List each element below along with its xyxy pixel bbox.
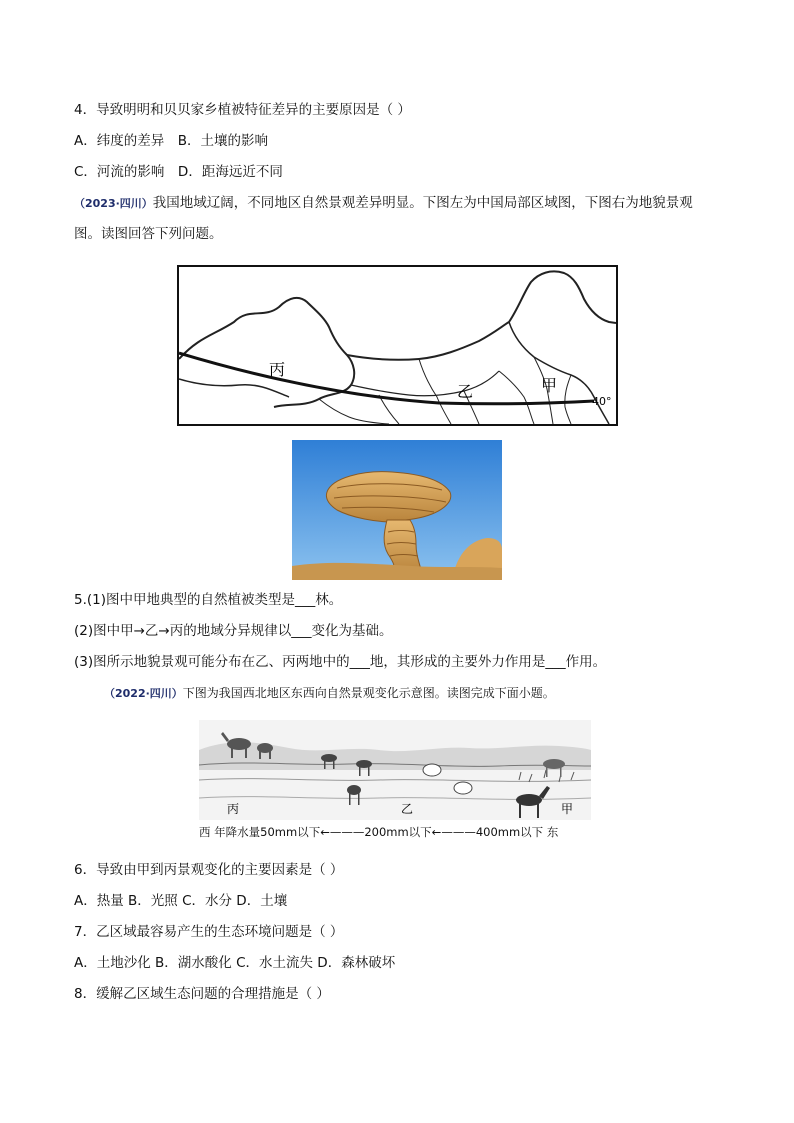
passage-2-line bbox=[104, 684, 555, 703]
sketch-caption: 西 年降水量50mm以下←———200mm以下←———400mm以下 东 bbox=[199, 825, 559, 839]
question-5-part-3: (3)图所示地貌景观可能分布在乙、丙两地中的___地，其形成的主要外力作用是___作用。 bbox=[74, 654, 607, 670]
question-4: 4．导致明明和贝贝家乡植被特征差异的主要原因是（ ） bbox=[74, 102, 411, 118]
passage-1-source: （2023·四川） bbox=[74, 197, 153, 210]
map-label-jia: 甲 bbox=[541, 376, 558, 395]
map-label-latitude: 40° bbox=[592, 395, 612, 408]
latitude-40-line bbox=[179, 353, 594, 404]
map-label-yi: 乙 bbox=[457, 382, 474, 401]
question-5-part-2: (2)图中甲→乙→丙的地域分异规律以___变化为基础。 bbox=[74, 623, 393, 639]
question-7-options: A．土地沙化 B．湖水酸化 C．水土流失 D．森林破坏 bbox=[74, 955, 396, 971]
question-6: 6．导致由甲到丙景观变化的主要因素是（ ） bbox=[74, 862, 344, 878]
question-6-options: A．热量 B．光照 C．水分 D．土壤 bbox=[74, 893, 288, 909]
northwest-landscape-sketch bbox=[199, 720, 591, 820]
question-7: 7．乙区域最容易产生的生态环境问题是（ ） bbox=[74, 924, 344, 940]
landform-drawing bbox=[292, 440, 502, 580]
passage-2-text: 下图为我国西北地区东西向自然景观变化示意图。读图完成下面小题。 bbox=[182, 686, 555, 700]
question-4-options-ab: A．纬度的差异 B．土壤的影响 bbox=[74, 133, 268, 149]
landform-photo bbox=[292, 440, 502, 580]
china-regional-map bbox=[177, 265, 618, 426]
passage-1-text: 我国地域辽阔，不同地区自然景观差异明显。下图左为中国局部区域图，下图右为地貌景观 bbox=[152, 195, 693, 211]
passage-2-source: （2022·四川） bbox=[104, 687, 183, 700]
question-4-options-cd: C．河流的影响 D．距海远近不同 bbox=[74, 164, 283, 180]
question-8: 8．缓解乙区域生态问题的合理措施是（ ） bbox=[74, 986, 330, 1002]
sketch-label-yi: 乙 bbox=[401, 802, 414, 816]
sketch-label-jia: 甲 bbox=[561, 802, 574, 816]
question-5-part-1: 5.(1)图中甲地典型的自然植被类型是___林。 bbox=[74, 592, 343, 608]
map-label-bing: 丙 bbox=[269, 360, 286, 379]
map-drawing bbox=[179, 267, 616, 424]
sketch-label-bing: 丙 bbox=[227, 802, 240, 816]
passage-1-line-1 bbox=[74, 194, 693, 213]
passage-1-line-2: 图。读图回答下列问题。 bbox=[74, 226, 223, 242]
sketch-drawing bbox=[199, 720, 591, 820]
